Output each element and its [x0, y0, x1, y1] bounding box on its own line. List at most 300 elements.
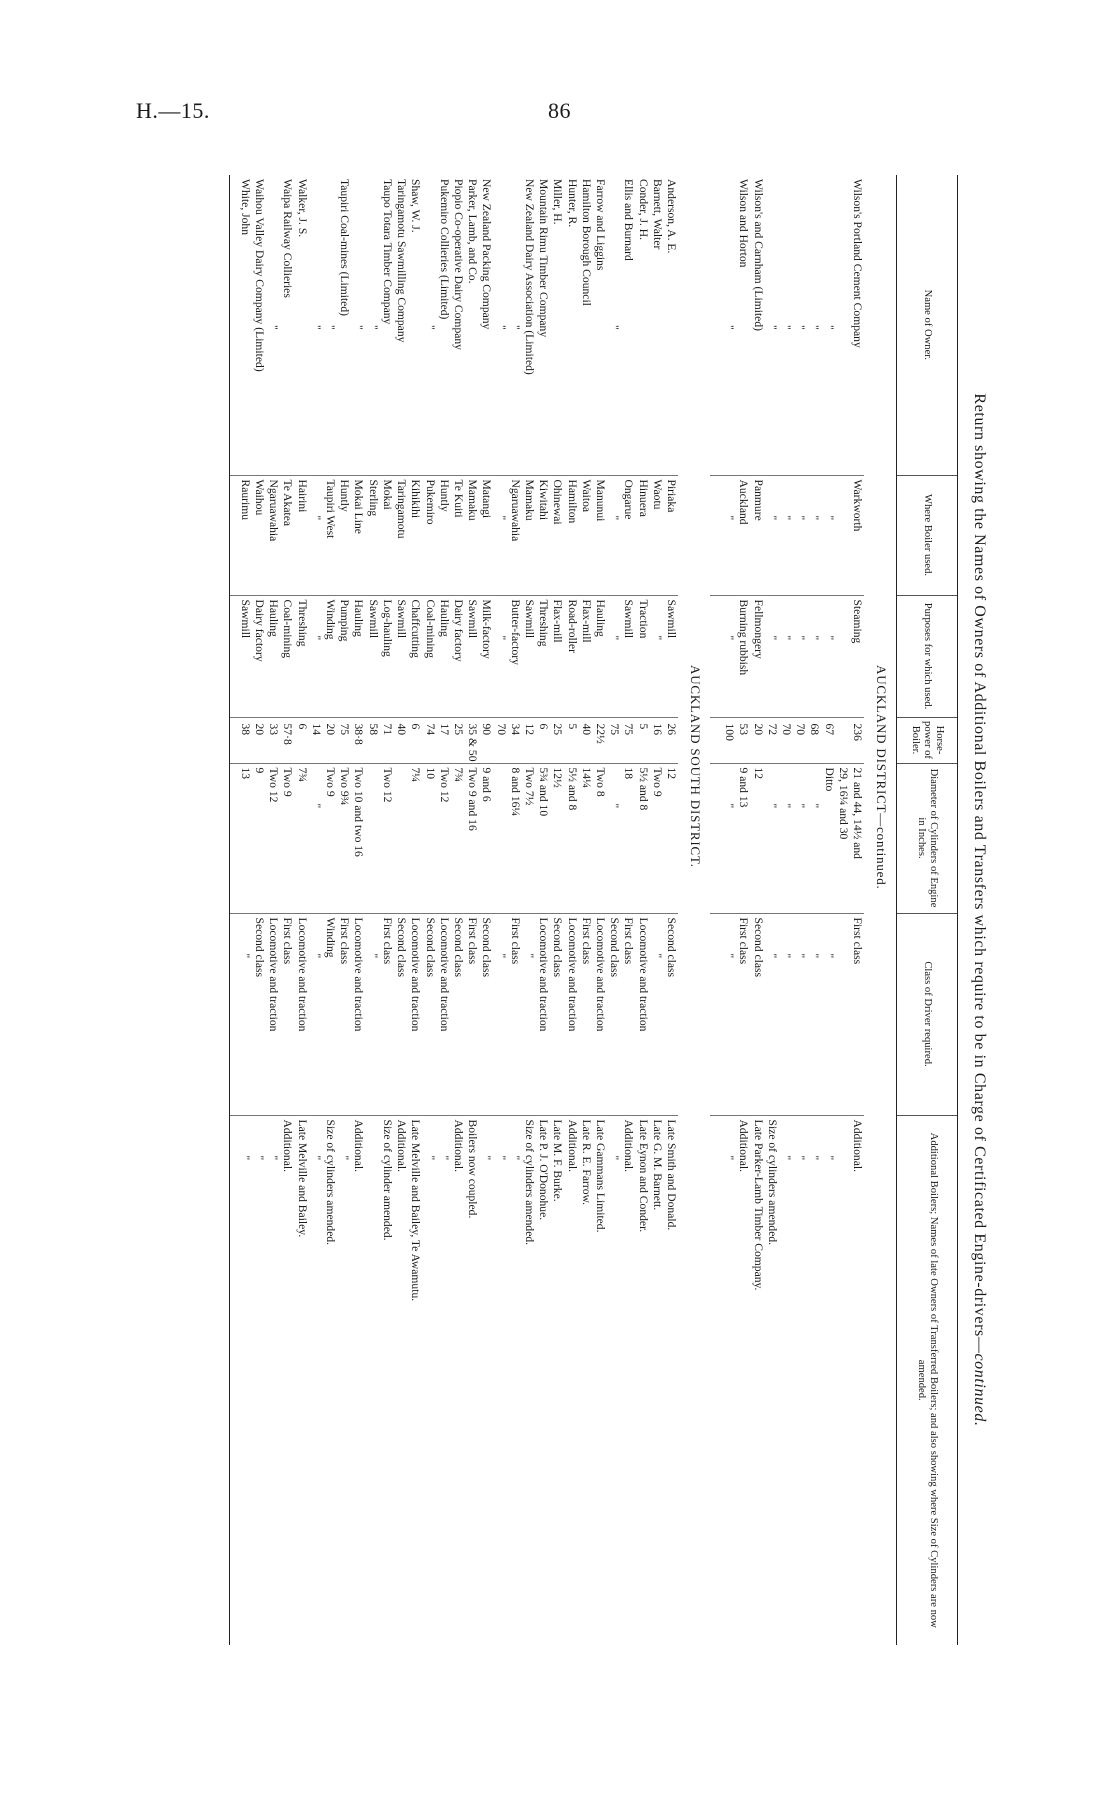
- purpose-cell: Coal-mining: [280, 595, 294, 717]
- table-row: [422, 175, 436, 1645]
- col-header-where: Where Boiler used.: [897, 475, 958, 595]
- table-title-suffix: continued.: [971, 1353, 988, 1427]
- diameter-cell: [394, 763, 408, 913]
- horse-power-cell: 12: [522, 717, 536, 763]
- owner-cell: ": [608, 325, 622, 330]
- diameter-cell: Two 7½: [522, 763, 536, 913]
- where-cell: Warkworth: [850, 475, 864, 595]
- horse-power-cell: 20: [750, 717, 764, 763]
- driver-class-cell: Locomotive and traction: [593, 913, 607, 1115]
- where-cell: Mokai: [380, 475, 394, 595]
- where-cell: ": [793, 475, 807, 595]
- additional-cell: Additional.: [394, 1115, 408, 1645]
- where-cell: Ngaruawahia: [266, 475, 280, 595]
- spacer-cell: [710, 475, 722, 595]
- driver-class-cell: ": [807, 913, 821, 1115]
- horse-power-cell: 33: [266, 717, 280, 763]
- additional-cell: ": [252, 1115, 266, 1645]
- horse-power-cell: 22½: [593, 717, 607, 763]
- additional-cell: Additional.: [850, 1115, 864, 1645]
- driver-class-cell: ": [309, 913, 323, 1115]
- horse-power-cell: 14: [309, 717, 323, 763]
- purpose-cell: Pumping: [337, 595, 351, 717]
- table-row: [579, 175, 593, 1645]
- table-row: [351, 175, 365, 1645]
- additional-cell: ": [793, 1115, 807, 1645]
- diameter-cell: Two 8: [593, 763, 607, 913]
- owner-cell: Barnett, Walter: [650, 179, 664, 250]
- driver-class-cell: ": [493, 913, 507, 1115]
- additional-cell: [366, 1115, 380, 1645]
- diameter-cell: 14¼: [579, 763, 593, 913]
- where-cell: Hinuera: [635, 475, 649, 595]
- where-cell: ": [493, 475, 507, 595]
- horse-power-cell: 90: [479, 717, 493, 763]
- additional-cell: ": [493, 1115, 507, 1645]
- diameter-cell: 7¼: [408, 763, 422, 913]
- owner-cell: Mountain Rimu Timber Company: [537, 179, 551, 338]
- purpose-cell: Road-roller: [564, 595, 578, 717]
- where-cell: Mamaku: [522, 475, 536, 595]
- diameter-cell: Two 12: [437, 763, 451, 913]
- owner-cell: White, John: [238, 179, 252, 236]
- driver-class-cell: Second class: [664, 913, 678, 1115]
- table-row: [821, 175, 835, 1645]
- horse-power-cell: 17: [437, 717, 451, 763]
- purpose-cell: Sawmill: [394, 595, 408, 717]
- where-cell: Ngaruawahia: [508, 475, 522, 595]
- additional-cell: ": [337, 1115, 351, 1645]
- where-cell: Piriaka: [664, 475, 678, 595]
- where-cell: Kihikihi: [408, 475, 422, 595]
- table-row: [793, 175, 807, 1645]
- diameter-cell: 9 and 13: [736, 763, 750, 913]
- table-body: [230, 175, 897, 1645]
- where-cell: ": [765, 475, 779, 595]
- table-row: [621, 175, 635, 1645]
- owner-cell: Waipa Railway Collieries: [281, 179, 295, 298]
- additional-cell: ": [422, 1115, 436, 1645]
- where-cell: Matangi: [479, 475, 493, 595]
- diameter-cell: ": [807, 763, 821, 913]
- purpose-cell: Dairy factory: [451, 595, 465, 717]
- owner-cell: Wilson and Horton: [737, 179, 751, 268]
- horse-power-cell: 20: [252, 717, 266, 763]
- driver-class-cell: ": [650, 913, 664, 1115]
- table-row: [230, 175, 252, 1645]
- horse-power-cell: 57·8: [280, 717, 294, 763]
- diameter-cell: ": [722, 763, 736, 913]
- district-heading: AUCKLAND SOUTH DISTRICT.: [687, 665, 703, 868]
- diameter-cell: 12½: [550, 763, 564, 913]
- horse-power-cell: 58: [366, 717, 380, 763]
- where-cell: Ohinewai: [550, 475, 564, 595]
- additional-cell: Late Melville and Bailey.: [294, 1115, 308, 1645]
- driver-class-cell: First class: [736, 913, 750, 1115]
- table-row: [522, 175, 536, 1645]
- table-row: [408, 175, 422, 1645]
- table-row: [493, 175, 507, 1645]
- additional-cell: Size of cylinders amended.: [765, 1115, 779, 1645]
- horse-power-cell: 16: [650, 717, 664, 763]
- where-cell: Huntly: [437, 475, 451, 595]
- where-cell: Hamilton: [564, 475, 578, 595]
- horse-power-cell: 25: [550, 717, 564, 763]
- purpose-cell: Fellmongery: [750, 595, 764, 717]
- purpose-cell: Sawmill: [366, 595, 380, 717]
- table-row: [479, 175, 493, 1645]
- purpose-cell: Threshing: [536, 595, 550, 717]
- additional-cell: Boilers now coupled.: [465, 1115, 479, 1645]
- diameter-cell: ": [779, 763, 793, 913]
- purpose-cell: Hauling: [266, 595, 280, 717]
- additional-cell: ": [807, 1115, 821, 1645]
- spacer-cell: [710, 717, 722, 763]
- driver-class-cell: Locomotive and traction: [408, 913, 422, 1115]
- driver-class-cell: Locomotive and traction: [294, 913, 308, 1115]
- purpose-cell: Sawmill: [230, 595, 252, 717]
- driver-class-cell: Second class: [422, 913, 436, 1115]
- where-cell: Hairini: [294, 475, 308, 595]
- table-row: [807, 175, 821, 1645]
- purpose-cell: [836, 595, 850, 717]
- purpose-cell: ": [650, 595, 664, 717]
- table-row: [394, 175, 408, 1645]
- diameter-cell: ": [793, 763, 807, 913]
- where-cell: Pukemiro: [422, 475, 436, 595]
- additional-cell: ": [607, 1115, 621, 1645]
- table-row: [765, 175, 779, 1645]
- spacer-cell: [710, 913, 722, 1115]
- owner-cell: Wilson's and Carnham (Limited): [751, 179, 765, 331]
- additional-cell: Late Gammans Limited.: [593, 1115, 607, 1645]
- table-row: [437, 175, 451, 1645]
- district-spacer-cell: [678, 175, 710, 475]
- driver-class-cell: ": [722, 913, 736, 1115]
- diameter-cell: Two 10 and two 16: [351, 763, 365, 913]
- diameter-cell: [366, 763, 380, 913]
- table-row: [750, 175, 764, 1645]
- where-cell: [836, 475, 850, 595]
- horse-power-cell: 75: [337, 717, 351, 763]
- where-cell: ": [779, 475, 793, 595]
- table-row: [380, 175, 394, 1645]
- owner-cell: ": [366, 325, 380, 330]
- diameter-cell: 9 and 6: [479, 763, 493, 913]
- horse-power-cell: 20: [323, 717, 337, 763]
- purpose-cell: Coal-mining: [422, 595, 436, 717]
- horse-power-cell: 67: [821, 717, 835, 763]
- owner-cell: ": [808, 325, 822, 330]
- diameter-cell: ": [309, 763, 323, 913]
- diameter-cell: 8 and 16¼: [508, 763, 522, 913]
- additional-cell: ": [437, 1115, 451, 1645]
- where-cell: Ongarue: [621, 475, 635, 595]
- spacer-cell: [710, 763, 722, 913]
- driver-class-cell: First class: [465, 913, 479, 1115]
- table-row: [607, 175, 621, 1645]
- where-cell: ": [309, 475, 323, 595]
- owner-cell: Farrow and Liggins: [593, 179, 607, 271]
- purpose-cell: Hauling: [351, 595, 365, 717]
- table-row: [536, 175, 550, 1645]
- horse-power-cell: 26: [664, 717, 678, 763]
- additional-cell: Additional.: [451, 1115, 465, 1645]
- table-row: [779, 175, 793, 1645]
- additional-cell: Size of cylinders amended.: [323, 1115, 337, 1645]
- col-header-purpose: Purposes for which used.: [897, 595, 958, 717]
- additional-cell: ": [309, 1115, 323, 1645]
- additional-cell: Late R. E. Farrow.: [579, 1115, 593, 1645]
- diameter-cell: 13: [230, 763, 252, 913]
- additional-cell: Late Parker-Lamb Timber Company.: [750, 1115, 764, 1645]
- where-cell: Taupiri West: [323, 475, 337, 595]
- horse-power-cell: 53: [736, 717, 750, 763]
- additional-cell: Additional.: [564, 1115, 578, 1645]
- additional-cell: ": [508, 1115, 522, 1645]
- diameter-cell: 12: [750, 763, 764, 913]
- owner-cell: ": [267, 325, 281, 330]
- driver-class-cell: Locomotive and traction: [266, 913, 280, 1115]
- driver-class-cell: ": [821, 913, 835, 1115]
- table-row: [736, 175, 750, 1645]
- horse-power-cell: 100: [722, 717, 736, 763]
- where-cell: Kiwitahi: [536, 475, 550, 595]
- horse-power-cell: 40: [579, 717, 593, 763]
- horse-power-cell: 70: [793, 717, 807, 763]
- table-row: [664, 175, 678, 1645]
- purpose-cell: Hauling: [437, 595, 451, 717]
- owner-cell: ": [794, 325, 808, 330]
- table-row: [593, 175, 607, 1645]
- table-row: [266, 175, 280, 1645]
- driver-class-cell: Second class: [750, 913, 764, 1115]
- diameter-cell: 5½ and 8: [635, 763, 649, 913]
- purpose-cell: Sawmill: [522, 595, 536, 717]
- horse-power-cell: 6: [408, 717, 422, 763]
- horse-power-cell: 6: [294, 717, 308, 763]
- additional-cell: Additional.: [736, 1115, 750, 1645]
- driver-class-cell: ": [779, 913, 793, 1115]
- engine-drivers-table: [230, 175, 958, 1645]
- owner-cell: Hamilton Borough Council: [579, 179, 593, 306]
- where-cell: Huntly: [337, 475, 351, 595]
- spacer-cell: [710, 595, 722, 717]
- table-row: [650, 175, 664, 1645]
- table-title-main: Return showing the Names of Owners of Additional Boilers and Transfers which require to be in Charge of Certificated Engine-drivers—: [971, 393, 988, 1354]
- horse-power-cell: 75: [607, 717, 621, 763]
- diameter-cell: 12: [664, 763, 678, 913]
- diameter-cell: 7¾: [451, 763, 465, 913]
- col-header-owner: Name of Owner.: [897, 175, 958, 475]
- purpose-cell: ": [607, 595, 621, 717]
- additional-cell: ": [230, 1115, 252, 1645]
- driver-class-cell: First class: [380, 913, 394, 1115]
- diameter-cell: 29, 16¼ and 30: [836, 763, 850, 913]
- where-cell: Te Akatea: [280, 475, 294, 595]
- horse-power-cell: 38: [230, 717, 252, 763]
- document-reference-code: H.—15.: [136, 98, 210, 123]
- driver-class-cell: First class: [579, 913, 593, 1115]
- owner-cell: Walker, J. S.: [295, 179, 309, 238]
- purpose-cell: ": [779, 595, 793, 717]
- where-cell: Waihou: [252, 475, 266, 595]
- additional-cell: ": [821, 1115, 835, 1645]
- diameter-cell: Ditto: [821, 763, 835, 913]
- owner-cell: Piopio Co-operative Dairy Company: [451, 179, 465, 350]
- district-spacer-cell: [864, 175, 897, 475]
- owner-cell: Ellis and Burnard: [622, 179, 636, 261]
- table-row: [366, 175, 380, 1645]
- horse-power-cell: 38·8: [351, 717, 365, 763]
- purpose-cell: Sawmill: [621, 595, 635, 717]
- owner-cell: Anderson, A. E.: [664, 179, 678, 254]
- horse-power-cell: 5: [564, 717, 578, 763]
- horse-power-cell: 68: [807, 717, 821, 763]
- purpose-cell: Dairy factory: [252, 595, 266, 717]
- driver-class-cell: Second class: [252, 913, 266, 1115]
- owner-cell: Waihou Valley Dairy Company (Limited): [253, 179, 267, 372]
- where-cell: Manunui: [593, 475, 607, 595]
- spacer-cell: [710, 1115, 722, 1645]
- diameter-cell: Two 9: [280, 763, 294, 913]
- driver-class-cell: First class: [508, 913, 522, 1115]
- owner-cell: ": [765, 325, 779, 330]
- additional-cell: Late Smith and Donald.: [664, 1115, 678, 1645]
- horse-power-cell: 34: [508, 717, 522, 763]
- where-cell: ": [607, 475, 621, 595]
- purpose-cell: ": [765, 595, 779, 717]
- col-header-driver-class: Class of Driver required.: [897, 913, 958, 1115]
- diameter-cell: Two 9 and 16: [465, 763, 479, 913]
- owner-cell: New Zealand Packing Company: [480, 179, 494, 330]
- owner-cell: Pukemiro Collieries (Limited): [437, 179, 451, 320]
- owner-cell: Parker, Lamb, and Co.: [466, 179, 480, 284]
- driver-class-cell: Second class: [479, 913, 493, 1115]
- table-row: [309, 175, 323, 1645]
- table-row: [465, 175, 479, 1645]
- purpose-cell: Burning rubbish: [736, 595, 750, 717]
- driver-class-cell: ": [366, 913, 380, 1115]
- additional-cell: Additional.: [280, 1115, 294, 1645]
- driver-class-cell: First class: [280, 913, 294, 1115]
- owner-cell: ": [822, 325, 836, 330]
- purpose-cell: Butter-factory: [508, 595, 522, 717]
- district-heading: AUCKLAND DISTRICT—continued.: [874, 665, 889, 890]
- horse-power-cell: 25: [451, 717, 465, 763]
- owner-cell: Wilson's Portland Cement Company: [851, 179, 864, 348]
- additional-cell: Late Melville and Bailey, Te Awamutu.: [408, 1115, 422, 1645]
- additional-cell: Additional.: [621, 1115, 635, 1645]
- driver-class-cell: ": [230, 913, 252, 1115]
- table-row: [323, 175, 337, 1645]
- additional-cell: ": [266, 1115, 280, 1645]
- driver-class-cell: Locomotive and traction: [635, 913, 649, 1115]
- diameter-cell: Two 9¾: [337, 763, 351, 913]
- diameter-cell: 7¾: [294, 763, 308, 913]
- purpose-cell: Winding: [323, 595, 337, 717]
- diameter-cell: Two 12: [380, 763, 394, 913]
- spacer-cell: [710, 175, 722, 475]
- purpose-cell: Flax-mill: [579, 595, 593, 717]
- additional-cell: [836, 1115, 850, 1645]
- additional-cell: Late P. J. O'Donohue.: [536, 1115, 550, 1645]
- purpose-cell: ": [309, 595, 323, 717]
- purpose-cell: Traction: [635, 595, 649, 717]
- additional-cell: ": [479, 1115, 493, 1645]
- where-cell: Taringamotu: [394, 475, 408, 595]
- driver-class-cell: ": [765, 913, 779, 1115]
- owner-cell: Taupo Totara Timber Company: [380, 179, 394, 325]
- owner-cell: Taringamotu Sawmilling Company: [395, 179, 409, 343]
- purpose-cell: Flax-mill: [550, 595, 564, 717]
- table-row: [337, 175, 351, 1645]
- owner-cell: New Zealand Dairy Association (Limited): [522, 179, 536, 375]
- horse-power-cell: 75: [621, 717, 635, 763]
- table-row: [252, 175, 266, 1645]
- driver-class-cell: [836, 913, 850, 1115]
- purpose-cell: ": [722, 595, 736, 717]
- district-heading-row: [678, 175, 710, 1645]
- owner-cell: ": [723, 325, 737, 330]
- driver-class-cell: ": [522, 913, 536, 1115]
- driver-class-cell: Second class: [607, 913, 621, 1115]
- table-row: [451, 175, 465, 1645]
- owner-cell: Taupiri Coal-mines (Limited): [338, 179, 352, 316]
- where-cell: Te Kuiti: [451, 475, 465, 595]
- section-spacer-row: [710, 175, 722, 1645]
- additional-cell: ": [779, 1115, 793, 1645]
- where-cell: Auckland: [736, 475, 750, 595]
- table-header-row: [897, 175, 958, 1645]
- purpose-cell: ": [493, 595, 507, 717]
- driver-class-cell: ": [793, 913, 807, 1115]
- table-row: [550, 175, 564, 1645]
- table-bottom-rule: [229, 175, 230, 1645]
- owner-cell: Shaw, W. J.: [409, 179, 423, 233]
- driver-class-cell: Locomotive and traction: [564, 913, 578, 1115]
- page-number: 86: [548, 98, 571, 123]
- owner-cell: Miller, H.: [551, 179, 565, 225]
- driver-class-cell: First class: [621, 913, 635, 1115]
- diameter-cell: Two 9: [650, 763, 664, 913]
- driver-class-cell: First class: [850, 913, 864, 1115]
- diameter-cell: 5¾ and 10: [536, 763, 550, 913]
- driver-class-cell: Winding: [323, 913, 337, 1115]
- horse-power-cell: 72: [765, 717, 779, 763]
- purpose-cell: Log-hauling: [380, 595, 394, 717]
- horse-power-cell: 236: [850, 717, 864, 763]
- table-row: [294, 175, 308, 1645]
- table-row: [280, 175, 294, 1645]
- diameter-cell: 21 and 44, 14½ and: [850, 763, 864, 913]
- owner-cell: [836, 175, 850, 475]
- table-row: [508, 175, 522, 1645]
- driver-class-cell: Locomotive and traction: [437, 913, 451, 1115]
- where-cell: Raurimu: [230, 475, 252, 595]
- purpose-cell: Steaming: [850, 595, 864, 717]
- driver-class-cell: Second class: [550, 913, 564, 1115]
- table-title: [958, 175, 1000, 1645]
- additional-cell: Late Eynon and Conder.: [635, 1115, 649, 1645]
- diameter-cell: Two 9: [323, 763, 337, 913]
- diameter-cell: [493, 763, 507, 913]
- owner-cell: ": [423, 325, 437, 330]
- purpose-cell: ": [807, 595, 821, 717]
- purpose-cell: ": [793, 595, 807, 717]
- col-header-additional: Additional Boilers; Names of late Owners of Transferred Boilers; and also showing where Size of Cylinders are now amended.: [897, 1115, 958, 1645]
- diameter-cell: 5½ and 8: [564, 763, 578, 913]
